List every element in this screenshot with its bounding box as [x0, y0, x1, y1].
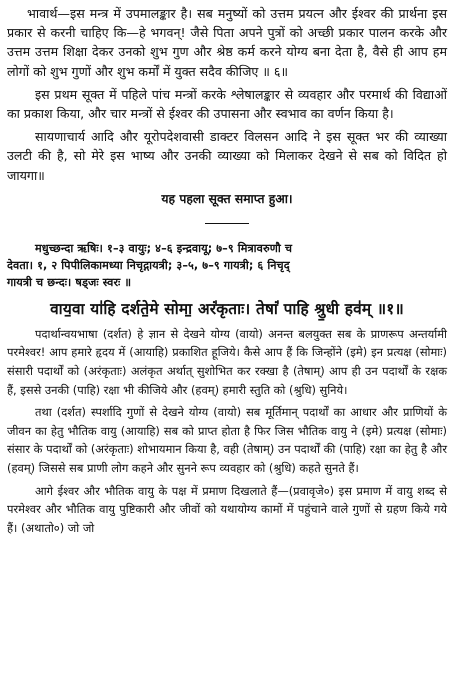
pramana-paragraph: आगे ईश्वर और भौतिक वायु के पक्ष में प्रमाण दिखलाते हैं—(प्रवावृजे०) इस प्रमाण में वायु शब्द से परमेश्वर और भौतिक वायु पुष्टिकारी और जीवों को यथायोग्य कामों में पहुंचाने वाले गुणों से ग्रहण किये गये हैं। (अथातो०) जो जो [7, 483, 447, 535]
rishi-devata-line-1: मधुच्छन्दा ऋषिः। १–३ वायुः; ४–६ इन्द्रवायू; ७–९ मित्रावरुणौ च [35, 241, 293, 255]
padartha-paragraph-god: पदार्थान्वयभाषा (दर्शत) हे ज्ञान से देखने योग्य (वायो) अनन्त बलयुक्त सब के प्राणरूप अन्तर्यामी परमेश्वर! आप हमारे हृदय में (आयाहि) प्रकाशित हूजिये। कैसे आप हैं कि जिन्होंने (इमे) इन प्रत्यक्ष (सोमाः) संसारी पदार्थों को (अरंकृताः) अलंकृत अर्थात् सुशोभित कर रक्खा है (तेषाम्) आप ही उन पदार्थों के रक्षक हैं, इससे उनकी (पाहि) रक्षा भी कीजिये और (हवम्) हमारी स्तुति को (श्रुधि) सुनिये। [7, 326, 447, 397]
mantra-text: वाय॒वा या॑हि दर्शते॒मे सोमा॒ अरं॑कृताः। तेषां॑ पाहि श्रु॒धी हव॑म् ॥१॥ [50, 299, 404, 318]
sukta-end-line: यह पहला सूक्त समाप्त हुआ। [161, 191, 293, 206]
rishi-devata-line-2: देवता। १, २ पिपीलिकामध्या निचृद्गायत्री; ३–५, ७–९ गायत्री; ६ निचृद् [7, 258, 290, 272]
commentators-paragraph: सायणाचार्य आदि और यूरोपदेशवासी डाक्टर विलसन आदि ने इस सूक्त भर की व्याख्या उलटी की है, सो मेरे इस भाष्य और उनकी व्याख्या को मिलाकर देखने से सब को विदित हो जायगा॥ [7, 129, 447, 183]
bhavartha-paragraph: भावार्थ—इस मन्त्र में उपमालङ्कार है। सब मनुष्यों को उत्तम प्रयत्न और ईश्वर की प्रार्थना इस प्रकार से करनी चाहिए कि—हे भगवन्! जैसे पिता अपने पुत्रों को अच्छी प्रकार पालन करके और उत्तम उत्तम शिक्षा देकर उनको शुभ गुण और श्रेष्ठ कर्म करने योग्य बना देता है, वैसे ही आप हम लोगों को शुभ गुणों और शुभ कर्मों में युक्त सदैव कीजिए ॥ ६॥ [7, 6, 447, 79]
section-divider [205, 223, 249, 224]
padartha-paragraph-air: तथा (दर्शत) स्पर्शादि गुणों से देखने योग्य (वायो) सब मूर्तिमान् पदार्थों का आधार और प्राणियों के जीवन का हेतु भौतिक वायु (आयाहि) सब को प्राप्त होता है फिर जिस भौतिक वायु ने (इमे) प्रत्यक्ष (सोमाः) संसार के पदार्थों को (अरंकृताः) शोभायमान किया है, वही (तेषाम्) उन पदार्थों की (पाहि) रक्षा का हेतु है और (हवम्) जिससे सब प्राणी लोग कहने और सुनने रूप व्यवहार को (श्रुधि) कहते सुनते हैं। [7, 405, 447, 475]
rishi-devata-line-3: गायत्री च छन्दः। षड्जः स्वरः ॥ [7, 275, 132, 289]
sukta-summary-paragraph: इस प्रथम सूक्त में पहिले पांच मन्त्रों करके श्लेषालङ्कार से व्यवहार और परमार्थ की विद्याओं का प्रकाश किया, और चार मन्त्रों से ईश्वर की उपासना और स्वभाव का वर्णन किया है। [7, 86, 447, 122]
